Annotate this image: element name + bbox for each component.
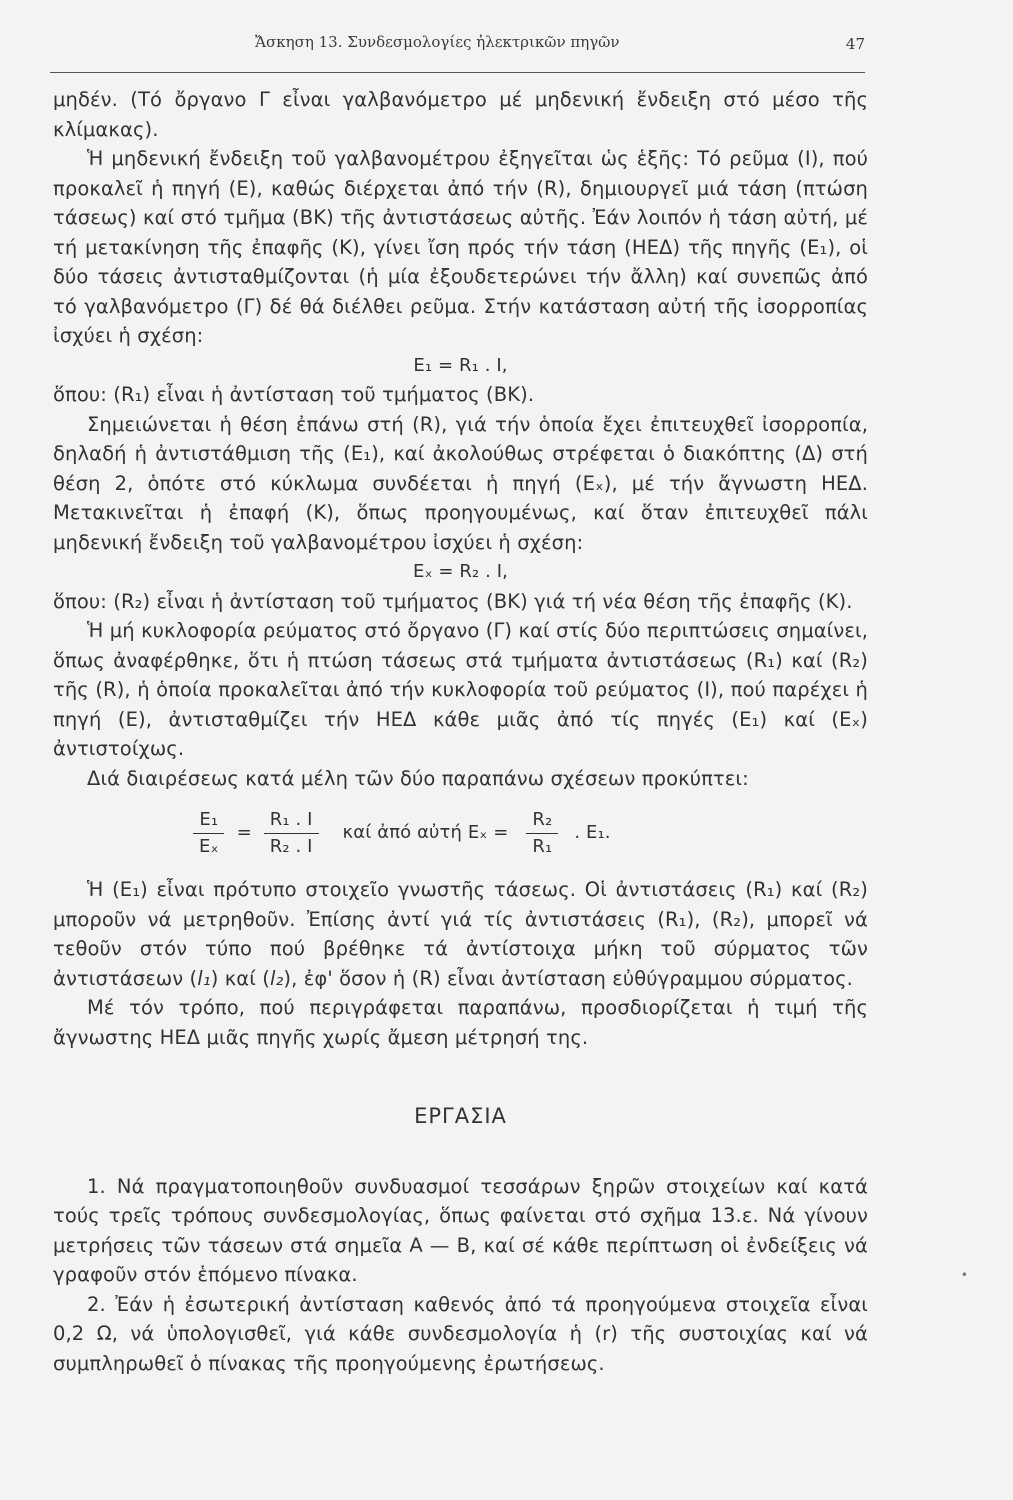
page-number: 47 (845, 35, 865, 53)
text-run: ), ἐφ' ὅσον ἡ (R) εἶναι ἀντίσταση εὐθύγραμμου σύρματος. (283, 966, 853, 990)
margin-dot: • (960, 1268, 968, 1282)
equation: Eₓ = R₂ . I, (412, 561, 508, 582)
denominator: Eₓ (199, 835, 219, 857)
paragraph: Ἡ μηδενική ἔνδειξη τοῦ γαλβανομέτρου ἐξηγεῖται ὡς ἑξῆς: Τό ρεῦμα (Ι), πού προκαλεῖ ἡ πηγή (Ε), καθώς διέρχεται ἀπό τήν (R), δημιουργεῖ μιά τάση (πτώση τάσεως) καί στό τμῆμα (ΒΚ) τῆς ἀντιστάσεως αὐτῆς. Ἐάν λοιπόν ἡ τάση αὐτή, μέ τή μετακίνηση τῆς ἐπαφῆς (Κ), γίνει ἴση πρός τήν τάση (ΗΕΔ) τῆς πηγῆς (Ε₁), οἱ δύο τάσεις ἀντισταθμίζονται (ἡ μία ἐξουδετερώνει τήν ἄλλη) καί συνεπῶς ἀπό τό γαλβανόμετρο (Γ) δέ θά διέλθει ρεῦμα. Στήν κατάσταση αὐτή τῆς ἰσορροπίας ἰσχύει ἡ σχέση: (53, 147, 868, 347)
paragraph: Μέ τόν τρόπο, πού περιγράφεται παραπάνω, προσδιορίζεται ἡ τιμή τῆς ἄγνωστης ΗΕΔ μιᾶς πηγῆς χωρίς ἄμεση μέτρησή της. (53, 996, 868, 1049)
text-run: Ἡ (Ε₁) εἶναι πρότυπο στοιχεῖο γνωστῆς τάσεως. Οἱ ἀντιστάσεις (R₁) καί (R₂) μποροῦν νά μετρηθοῦν. Ἐπίσης ἀντί γιά τίς ἀντιστάσεις (R₁), (R₂), μπορεῖ νά τεθοῦν στόν τύπο πού βρέθηκε τά ἀντίστοιχα μήκη τοῦ σύρματος τῶν ἀντιστάσεων ( (53, 878, 868, 990)
chapter-title: Ἄσκηση 13. Συνδεσμολογίες ἠλεκτρικῶν πηγῶν (255, 33, 620, 51)
paragraph (53, 875, 868, 993)
equation: E₁ = R₁ . I, (413, 354, 508, 376)
fraction (264, 807, 319, 860)
symbol-l1: l₁ (197, 966, 211, 990)
paragraph: ὅπου: (R₂) εἶναι ἡ ἀντίσταση τοῦ τμήματος (ΒΚ) γιά τή νέα θέση τῆς ἐπαφῆς (Κ). (53, 589, 853, 613)
paragraph: μηδέν. (Τό ὄργανο Γ εἶναι γαλβανόμετρο μέ μηδενική ἔνδειξη στό μέσο τῆς κλίμακας). (53, 88, 868, 141)
ratio-equation (193, 799, 868, 867)
denominator: R₁ (532, 835, 553, 857)
running-header (50, 33, 880, 63)
numerator: E₁ (193, 807, 224, 834)
equals-sign: = (236, 822, 252, 844)
header-rule (50, 72, 865, 73)
task-item: 1. Νά πραγματοποιηθοῦν συνδυασμοί τεσσάρων ξηρῶν στοιχείων καί κατά τούς τρεῖς τρόπους συνδεσμολογίας, ὅπως φαίνεται στό σχῆμα 13.ε. Νά γίνουν μετρήσεις τῶν τάσεων στά σημεῖα Α — Β, καί σέ κάθε περίπτωση οἱ ἐνδείξεις νά γραφοῦν στόν ἑπόμενο πίνακα. (53, 1174, 868, 1286)
paragraph: Διά διαιρέσεως κατά μέλη τῶν δύο παραπάνω σχέσεων προκύπτει: (87, 766, 749, 790)
symbol-l2: l₂ (269, 966, 284, 990)
task-item: 2. Ἐάν ἡ ἐσωτερική ἀντίσταση καθενός ἀπό τά προηγούμενα στοιχεῖα εἶναι 0,2 Ω, νά ὑπολογισθεῖ, γιά κάθε συνδεσμολογία ἡ (r) τῆς συστοιχίας καί νά συμπληρωθεῖ ὁ πίνακας τῆς προηγούμενης ἐρωτήσεως. (53, 1292, 868, 1375)
section-heading: ΕΡΓΑΣΙΑ (414, 1104, 507, 1128)
body-text (53, 85, 868, 1378)
numerator: R₂ (526, 807, 558, 834)
denominator: R₂ . I (269, 835, 313, 857)
equation-text: καί ἀπό αὐτή Eₓ = (342, 822, 509, 844)
equation-tail: . E₁. (574, 822, 611, 844)
fraction (526, 807, 558, 860)
paragraph: ὅπου: (R₁) εἶναι ἡ ἀντίσταση τοῦ τμήματος (ΒΚ). (53, 383, 535, 406)
numerator: R₁ . I (264, 807, 319, 834)
paragraph: Σημειώνεται ἡ θέση ἐπάνω στή (R), γιά τήν ὁποία ἔχει ἐπιτευχθεῖ ἰσορροπία, δηλαδή ἡ ἀντιστάθμιση τῆς (Ε₁), καί ἀκολούθως στρέφεται ὁ διακόπτης (Δ) στή θέση 2, ὁπότε στό κύκλωμα συνδέεται ἡ πηγή (Εₓ), μέ τήν ἄγνωστη ΗΕΔ. Μετακινεῖται ἡ ἐπαφή (Κ), ὅπως προηγουμένως, καί ὅταν ἐπιτευχθεῖ πάλι μηδενική ἔνδειξη τοῦ γαλβανομέτρου ἰσχύει ἡ σχέση: (53, 412, 868, 554)
fraction (193, 807, 225, 860)
text-run: ) καί ( (210, 966, 270, 990)
paragraph: Ἡ μή κυκλοφορία ρεύματος στό ὄργανο (Γ) καί στίς δύο περιπτώσεις σημαίνει, ὅπως ἀναφέρθηκε, ὅτι ἡ πτώση τάσεως στά τμήματα ἀντιστάσεως (R₁) καί (R₂) τῆς (R), ἡ ὁποία προκαλεῖται ἀπό τήν κυκλοφορία τοῦ ρεύματος (Ι), πού παρέχει ἡ πηγή (Ε), ἀντισταθμίζει τήν ΗΕΔ κάθε μιᾶς ἀπό τίς πηγές (Ε₁) καί (Εₓ) ἀντιστοίχως. (53, 619, 868, 760)
